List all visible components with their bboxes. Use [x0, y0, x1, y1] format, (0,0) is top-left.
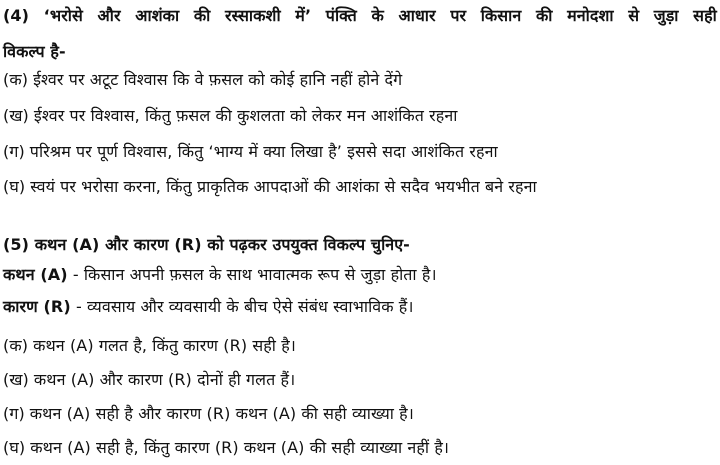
q4-stem-line-1	[3, 6, 717, 26]
q4-option-ka[interactable]	[3, 70, 402, 90]
option-label: (घ)	[3, 438, 26, 457]
option-text: कथन (A) और कारण (R) दोनों ही गलत हैं।	[33, 370, 296, 389]
q4-word: की	[535, 6, 553, 25]
option-text: ईश्वर पर अटूट विश्वास कि वे फ़सल को कोई हानि नहीं होने देंगे	[33, 70, 403, 89]
option-label: (क)	[3, 70, 29, 89]
q4-option-kha[interactable]	[3, 106, 458, 126]
q5-reason	[3, 297, 414, 317]
q5-option-ka[interactable]	[3, 336, 296, 356]
q4-word: सही	[693, 6, 717, 25]
q4-word: जुड़ा	[653, 6, 679, 25]
q4-word: आशंका	[135, 6, 180, 25]
assertion-label: कथन (A)	[3, 265, 68, 284]
q5-option-kha[interactable]	[3, 370, 295, 390]
q4-word: रस्साकशी	[224, 6, 281, 25]
q4-word: पर	[450, 6, 467, 25]
q4-word: किसान	[480, 6, 522, 25]
option-label: (ख)	[3, 106, 29, 125]
q4-word: पंक्ति	[325, 6, 357, 25]
q5-stem: (5) कथन (A) और कारण (R) को पढ़कर उपयुक्त विकल्प चुनिए-	[3, 235, 410, 254]
option-text: स्वयं पर भरोसा करना, किंतु प्राकृतिक आपदाओं की आशंका से सदैव भयभीत बने रहना	[30, 177, 537, 196]
option-text: कथन (A) सही है और कारण (R) कथन (A) की सही व्याख्या है।	[29, 404, 414, 423]
q4-word: ‘भरोसे	[43, 6, 83, 25]
q4-word: आधार	[398, 6, 436, 25]
assertion-text: - किसान अपनी फ़सल के साथ भावात्मक रूप से जुड़ा होता है।	[67, 265, 437, 284]
option-text: कथन (A) सही है, किंतु कारण (R) कथन (A) की सही व्याख्या नहीं है।	[30, 438, 450, 457]
q5-option-gha[interactable]	[3, 438, 449, 458]
q4-option-ga[interactable]	[3, 142, 498, 162]
q4-word: और	[97, 6, 121, 25]
option-label: (क)	[3, 336, 29, 355]
q5-option-ga[interactable]	[3, 404, 414, 424]
reason-label: कारण (R)	[3, 297, 71, 316]
option-text: कथन (A) गलत है, किंतु कारण (R) सही है।	[33, 336, 296, 355]
option-label: (घ)	[3, 177, 26, 196]
q4-word: के	[371, 6, 384, 25]
q5-assertion	[3, 265, 437, 285]
q4-word: से	[628, 6, 640, 25]
option-label: (ग)	[3, 142, 25, 161]
option-text: परिश्रम पर पूर्ण विश्वास, किंतु ‘भाग्य में क्या लिखा है’ इससे सदा आशंकित रहना	[29, 142, 498, 161]
reason-text: - व्यवसाय और व्यवसायी के बीच ऐसे संबंध स्वाभाविक हैं।	[70, 297, 414, 316]
option-text: ईश्वर पर विश्वास, किंतु फ़सल की कुशलता को लेकर मन आशंकित रहना	[33, 106, 458, 125]
q4-word: की	[193, 6, 211, 25]
q4-option-gha[interactable]	[3, 177, 537, 197]
option-label: (ग)	[3, 404, 25, 423]
q4-word: में’	[295, 6, 312, 25]
q4-word: मनोदशा	[567, 6, 614, 25]
q4-number: (4)	[3, 6, 30, 25]
q4-stem-line-2: विकल्प है-	[3, 42, 66, 61]
option-label: (ख)	[3, 370, 29, 389]
